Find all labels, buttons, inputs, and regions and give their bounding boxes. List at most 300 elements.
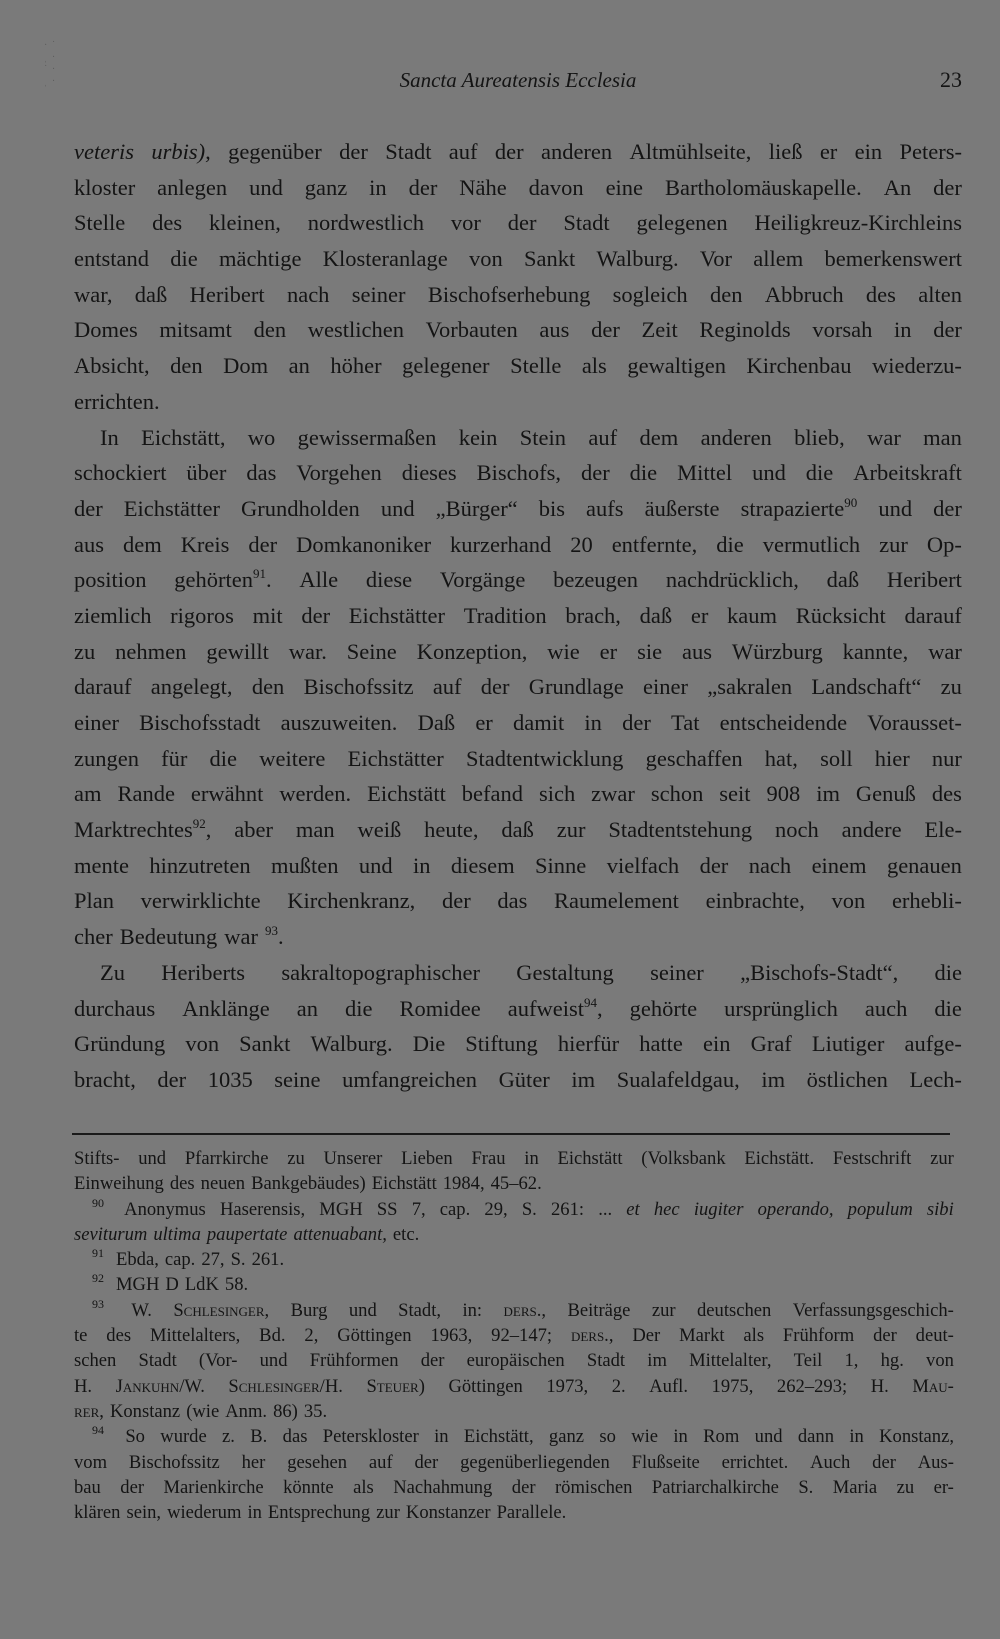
word — [293, 1222, 386, 1247]
word — [241, 491, 360, 527]
text-run: bezeugen — [553, 567, 639, 593]
word — [298, 420, 437, 456]
text-run: Heribert — [886, 567, 962, 593]
text-run: der — [441, 888, 471, 914]
word — [677, 455, 732, 491]
word — [153, 1222, 201, 1247]
word — [941, 669, 962, 705]
text-run: für — [161, 745, 188, 771]
text-line — [74, 598, 962, 634]
text-run: Festschrift — [832, 1148, 912, 1169]
text-run: Marktrechtes — [74, 817, 193, 843]
word — [252, 669, 285, 705]
text-run: entscheidende — [719, 710, 848, 735]
word — [512, 1475, 536, 1500]
text-run: gegenüber — [228, 139, 322, 164]
word — [159, 312, 232, 348]
text-run: Aufl. — [649, 1375, 688, 1397]
word — [246, 455, 276, 491]
text-run: Stadtentstehung — [608, 817, 753, 843]
word — [74, 1399, 104, 1424]
word — [645, 491, 720, 527]
word — [701, 420, 772, 456]
text-run: zur — [651, 1299, 676, 1321]
text-run: Seine — [346, 638, 397, 664]
text-run: Haserensis, — [219, 1198, 306, 1220]
text-run: darauf — [74, 674, 132, 700]
word — [319, 1197, 362, 1222]
text-run: angelegt, — [150, 674, 233, 700]
text-run: als — [743, 1325, 765, 1347]
text-run: aus — [682, 638, 712, 664]
text-line — [74, 134, 962, 170]
word — [366, 562, 412, 598]
word — [794, 420, 845, 456]
text-run: deutschen — [697, 1299, 772, 1321]
word — [551, 1197, 584, 1222]
word — [816, 776, 840, 812]
word — [630, 991, 697, 1027]
text-run: ein — [854, 139, 883, 164]
word — [539, 491, 565, 527]
text-run: Peters- — [899, 139, 962, 164]
text-run: vor — [450, 210, 481, 236]
word — [796, 598, 886, 634]
word — [74, 562, 147, 598]
text-run: mußten — [270, 852, 339, 878]
scan-margin-specks: · ˙ ˌ · ˙ · ˌ · — [44, 40, 57, 87]
text-run: befand — [461, 781, 524, 807]
word — [652, 1298, 676, 1323]
word — [810, 1450, 850, 1475]
text-run: einbrachte, — [705, 888, 805, 914]
word — [324, 1146, 383, 1171]
text-run: anderen — [540, 139, 613, 164]
text-run: Schlesinger — [173, 1299, 265, 1321]
text-run: operando, — [757, 1198, 834, 1220]
word — [747, 348, 852, 384]
text-line — [74, 1026, 962, 1062]
word — [304, 1323, 318, 1348]
text-run: Bankgebäudes) — [251, 1173, 366, 1195]
text-run: Bischofserhebung — [427, 281, 591, 307]
word — [310, 1348, 399, 1373]
word — [513, 705, 564, 741]
word — [440, 562, 525, 598]
text-run: in — [369, 174, 387, 200]
word — [135, 277, 168, 313]
word — [428, 277, 590, 313]
text-run: äußerste — [644, 495, 720, 521]
text-run: Nähe — [459, 174, 507, 200]
text-run: So — [125, 1426, 145, 1448]
text-run: Mittelalter, — [689, 1350, 772, 1372]
word — [138, 1146, 166, 1171]
word — [161, 741, 187, 777]
text-run: cap. — [439, 1198, 471, 1220]
text-run: bemerkenswert — [824, 246, 962, 272]
text-run: Frühform — [782, 1325, 855, 1347]
text-run: von — [468, 246, 503, 272]
text-run: in — [584, 710, 602, 735]
text-run: wiederum — [167, 1502, 242, 1524]
word — [751, 1026, 792, 1062]
footnote-line — [74, 1348, 954, 1373]
text-run: urbis), — [151, 139, 211, 164]
word — [591, 776, 635, 812]
text-run: schockiert — [74, 460, 167, 486]
word — [348, 741, 444, 777]
word — [501, 812, 534, 848]
text-run: Eichstätt. — [744, 1148, 815, 1169]
text-run: hinzutreten — [149, 852, 251, 878]
text-run: Mau- — [912, 1375, 954, 1397]
text-run: weitere — [259, 745, 326, 771]
word — [641, 1146, 725, 1171]
word — [251, 1171, 366, 1196]
text-run: Kirchenbau — [746, 353, 852, 379]
text-run: Bischofsstadt — [139, 710, 261, 735]
word — [308, 205, 424, 241]
footnote-line — [74, 1475, 954, 1500]
text-run: im — [571, 1066, 596, 1092]
text-run: zur — [879, 531, 908, 557]
word — [897, 1475, 915, 1500]
word — [529, 170, 584, 206]
text-run: die — [934, 959, 962, 985]
text-run: , — [597, 995, 603, 1021]
text-run: der — [74, 495, 103, 521]
word — [74, 1374, 92, 1399]
text-line — [74, 348, 962, 384]
text-run: her — [241, 1451, 266, 1473]
word — [124, 1197, 206, 1222]
word — [141, 883, 261, 919]
text-run: sich — [538, 781, 576, 807]
text-line — [74, 205, 962, 241]
text-run: Kreis — [180, 531, 230, 557]
word — [353, 1475, 374, 1500]
text-run: der — [699, 852, 729, 878]
text-run: Beiträge — [567, 1299, 631, 1321]
text-line — [74, 741, 962, 777]
text-run: nach — [748, 852, 792, 878]
text-run: der — [248, 531, 278, 557]
text-run: wiederzu- — [871, 353, 962, 379]
text-run: D — [165, 1274, 179, 1296]
word — [442, 883, 471, 919]
word — [208, 1062, 253, 1098]
word — [409, 170, 438, 206]
text-run: verwirklichte — [140, 888, 261, 914]
word — [630, 134, 752, 170]
word — [417, 634, 528, 670]
word — [649, 1374, 688, 1399]
text-run: alten — [918, 281, 962, 307]
word — [74, 1222, 147, 1247]
word — [249, 170, 283, 206]
word — [170, 348, 203, 384]
text-run: Stelle — [74, 210, 126, 236]
text-run: ganz — [548, 1426, 585, 1448]
text-run: aber — [234, 817, 273, 843]
text-run: Mittel — [677, 460, 733, 486]
word — [732, 634, 823, 670]
text-line — [74, 955, 962, 991]
word — [755, 1424, 783, 1449]
footnote-line — [74, 1197, 954, 1222]
word — [74, 598, 151, 634]
text-run: Altmühlseite, — [629, 139, 752, 164]
word — [181, 527, 230, 563]
text-run: H. — [74, 1375, 93, 1397]
text-run: einem — [811, 852, 867, 878]
word — [433, 669, 462, 705]
text-run: Unserer — [323, 1148, 383, 1169]
text-run: Frühformen — [309, 1350, 399, 1372]
text-run: zwar — [591, 781, 635, 807]
word — [116, 1247, 159, 1272]
word — [74, 384, 160, 420]
word — [798, 1475, 813, 1500]
text-run: „sakralen — [707, 674, 793, 700]
word — [497, 1500, 567, 1525]
word — [287, 883, 415, 919]
word — [853, 455, 962, 491]
text-run: seiner — [351, 281, 406, 307]
text-run: Anonymus — [124, 1198, 206, 1220]
word — [522, 1197, 537, 1222]
text-run: allem — [753, 246, 804, 272]
text-run: Stadt, — [398, 1299, 442, 1321]
text-run: davon — [528, 174, 584, 200]
text-line — [74, 491, 962, 527]
text-run: klären — [74, 1502, 121, 1524]
word — [697, 1298, 771, 1323]
footnote-line — [74, 1374, 954, 1399]
text-run: bau — [74, 1476, 101, 1498]
word — [671, 705, 699, 741]
word — [74, 919, 113, 955]
text-run: erhebli- — [891, 888, 962, 914]
text-run: Stadt — [385, 139, 432, 164]
word — [339, 134, 368, 170]
text-run: zu — [287, 1148, 305, 1169]
text-run: Konstanz — [109, 1400, 181, 1422]
text-run: sogleich — [612, 281, 688, 307]
word — [508, 991, 603, 1027]
text-run: . — [266, 567, 272, 593]
word — [812, 848, 867, 884]
text-run: Sualafeldgau, — [616, 1066, 740, 1092]
word — [571, 1062, 595, 1098]
footnote-ref: 91 — [253, 566, 266, 582]
word — [586, 491, 624, 527]
text-run: errichtet. — [721, 1451, 789, 1473]
text-run: rigoros — [170, 602, 234, 628]
footnote-line — [74, 1222, 954, 1247]
text-run: Tradition — [463, 602, 547, 628]
word — [74, 312, 138, 348]
word — [827, 562, 860, 598]
text-run: Heiligkreuz-Kirchleins — [754, 210, 962, 236]
text-run: Verfassungsgeschich- — [792, 1299, 954, 1321]
text-run: daß — [501, 817, 534, 843]
text-run: Stelle — [510, 353, 562, 379]
word — [806, 455, 834, 491]
text-run: Göttingen — [337, 1325, 412, 1347]
word — [887, 848, 962, 884]
text-run: vom — [74, 1451, 108, 1473]
text-run: man — [295, 817, 335, 843]
text-run: des — [169, 1173, 195, 1195]
text-run: daß — [826, 567, 860, 593]
word — [287, 277, 329, 313]
text-run: 20 — [570, 531, 593, 557]
text-run: te — [74, 1325, 88, 1347]
word — [462, 776, 523, 812]
word — [571, 1323, 614, 1348]
page-number: 23 — [940, 67, 962, 92]
word — [110, 1399, 180, 1424]
text-run: cap. — [164, 1249, 196, 1271]
footnote-number: 90 — [92, 1195, 104, 1210]
text-run: 45–62. — [490, 1173, 542, 1195]
word — [199, 1348, 238, 1373]
word — [369, 170, 387, 206]
text-run: einer — [74, 710, 119, 735]
word — [74, 348, 150, 384]
text-line — [74, 705, 962, 741]
text-run: der — [872, 1451, 896, 1473]
word — [520, 420, 566, 456]
text-run: der — [933, 317, 962, 343]
text-run: aus — [539, 317, 570, 343]
text-run: aufweist — [507, 995, 585, 1021]
word — [170, 1171, 195, 1196]
text-run: S. — [798, 1476, 814, 1498]
word — [865, 991, 907, 1027]
word — [866, 277, 896, 313]
text-run: die — [805, 460, 834, 486]
text-run: , — [205, 817, 212, 843]
word — [682, 634, 712, 670]
text-run: gehörten — [174, 567, 253, 593]
word — [727, 598, 777, 634]
word — [74, 491, 103, 527]
text-run: die — [209, 745, 238, 771]
word — [421, 1348, 445, 1373]
word — [471, 1146, 505, 1171]
word — [825, 241, 962, 277]
word — [402, 455, 457, 491]
word — [170, 241, 198, 277]
text-run: zu — [74, 638, 96, 664]
word — [867, 420, 901, 456]
word — [647, 1348, 667, 1373]
text-run: Zeit — [641, 317, 678, 343]
word — [424, 812, 478, 848]
text-run: Liutiger — [811, 1031, 885, 1057]
word — [289, 348, 310, 384]
word — [508, 205, 537, 241]
text-run: der — [873, 1325, 897, 1347]
word — [165, 1247, 195, 1272]
text-run: 58. — [224, 1274, 249, 1296]
text-run: kurzerhand — [450, 531, 552, 557]
text-run: 908 — [766, 781, 801, 807]
text-run: Eichstätter — [123, 495, 220, 521]
word — [271, 848, 339, 884]
word — [918, 1450, 954, 1475]
word — [123, 527, 162, 563]
text-run: rer — [74, 1400, 100, 1422]
text-run: den — [251, 674, 285, 700]
text-run: entfernte, — [611, 531, 698, 557]
word — [259, 741, 325, 777]
text-run: Sankt — [239, 1031, 291, 1057]
text-run: , — [608, 1325, 614, 1347]
word — [491, 1323, 552, 1348]
word — [700, 848, 729, 884]
text-line — [74, 241, 962, 277]
word — [141, 420, 225, 456]
text-run: Patriarchalkirche — [651, 1476, 779, 1498]
word — [640, 598, 673, 634]
text-run: Lieben — [401, 1148, 453, 1169]
word — [239, 1026, 290, 1062]
text-run: war — [224, 924, 258, 950]
text-run: 1973, — [546, 1375, 589, 1397]
text-run: gesehen — [287, 1451, 348, 1473]
text-run: sein, — [126, 1502, 162, 1524]
text-run: als — [353, 1476, 374, 1498]
text-run: als — [581, 353, 607, 379]
text-run: hatte — [639, 1031, 683, 1057]
text-run: hg. — [880, 1350, 904, 1372]
text-run: er — [690, 602, 709, 628]
word — [74, 1026, 165, 1062]
text-run: der — [511, 1476, 536, 1498]
word — [440, 1197, 470, 1222]
text-line — [74, 1062, 962, 1098]
text-run: Grundholden — [241, 495, 360, 521]
word — [646, 741, 743, 777]
word — [367, 776, 446, 812]
word — [301, 598, 330, 634]
word — [887, 562, 962, 598]
word — [182, 991, 269, 1027]
text-run: 92–147; — [491, 1325, 553, 1347]
word — [323, 1424, 419, 1449]
text-run: LdK — [184, 1274, 219, 1296]
word — [691, 598, 708, 634]
text-run: Bischofssitz — [303, 674, 414, 700]
word — [450, 527, 551, 563]
word — [716, 527, 744, 563]
word — [617, 1062, 740, 1098]
word — [376, 1500, 400, 1525]
word — [296, 455, 381, 491]
text-run: 2. — [611, 1375, 626, 1397]
word — [377, 1197, 398, 1222]
text-run: Dom — [223, 353, 269, 379]
word — [916, 1323, 954, 1348]
word — [700, 241, 732, 277]
text-run: der — [157, 1066, 187, 1092]
text-line — [74, 384, 962, 420]
word — [469, 241, 503, 277]
